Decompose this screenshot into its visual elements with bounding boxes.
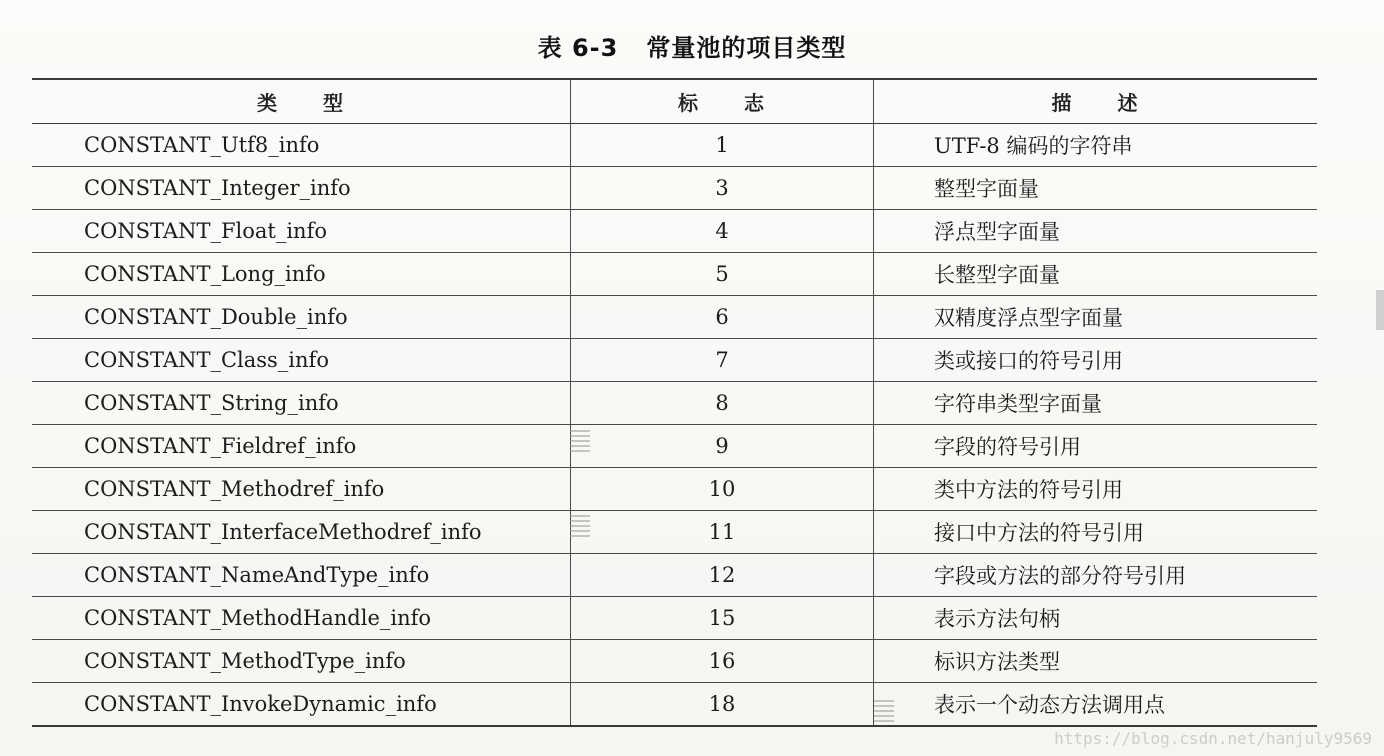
scan-artifact (570, 430, 590, 452)
constant-pool-table-container (32, 78, 1317, 727)
cell-type: CONSTANT_Double_info (32, 296, 571, 339)
table-row (32, 382, 1317, 425)
table-header (32, 79, 1317, 124)
cell-tag: 18 (571, 683, 874, 727)
cell-description: 双精度浮点型字面量 (874, 296, 1318, 339)
cell-description: 字段或方法的部分符号引用 (874, 554, 1318, 597)
cell-description: 浮点型字面量 (874, 210, 1318, 253)
page-edge-mark (1376, 290, 1384, 330)
cell-tag: 15 (571, 597, 874, 640)
cell-type: CONSTANT_Fieldref_info (32, 425, 571, 468)
header-tag: 标 志 (571, 79, 874, 124)
table-title: 表 6-3 常量池的项目类型 (537, 34, 847, 62)
cell-tag: 10 (571, 468, 874, 511)
cell-description: 字符串类型字面量 (874, 382, 1318, 425)
table-row (32, 468, 1317, 511)
cell-type: CONSTANT_MethodHandle_info (32, 597, 571, 640)
cell-tag: 11 (571, 511, 874, 554)
cell-description: 长整型字面量 (874, 253, 1318, 296)
table-row (32, 339, 1317, 382)
cell-type: CONSTANT_Utf8_info (32, 124, 571, 167)
table-row (32, 210, 1317, 253)
cell-description: 表示方法句柄 (874, 597, 1318, 640)
cell-tag: 1 (571, 124, 874, 167)
cell-tag: 7 (571, 339, 874, 382)
cell-type: CONSTANT_NameAndType_info (32, 554, 571, 597)
cell-tag: 8 (571, 382, 874, 425)
table-row (32, 640, 1317, 683)
table-row (32, 253, 1317, 296)
cell-type: CONSTANT_Class_info (32, 339, 571, 382)
cell-tag: 12 (571, 554, 874, 597)
constant-pool-table (32, 78, 1317, 727)
header-row (32, 79, 1317, 124)
cell-type: CONSTANT_Float_info (32, 210, 571, 253)
cell-type: CONSTANT_Methodref_info (32, 468, 571, 511)
table-row (32, 167, 1317, 210)
cell-tag: 9 (571, 425, 874, 468)
cell-type: CONSTANT_String_info (32, 382, 571, 425)
table-row (32, 425, 1317, 468)
table-row (32, 683, 1317, 727)
table-row (32, 554, 1317, 597)
scan-artifact (570, 515, 590, 537)
cell-type: CONSTANT_MethodType_info (32, 640, 571, 683)
table-row (32, 597, 1317, 640)
cell-description: 类中方法的符号引用 (874, 468, 1318, 511)
table-body (32, 124, 1317, 727)
cell-description: 表示一个动态方法调用点 (874, 683, 1318, 727)
table-row (32, 511, 1317, 554)
header-description: 描 述 (874, 79, 1318, 124)
cell-description: UTF-8 编码的字符串 (874, 124, 1318, 167)
header-type: 类 型 (32, 79, 571, 124)
cell-description: 整型字面量 (874, 167, 1318, 210)
cell-description: 标识方法类型 (874, 640, 1318, 683)
scan-artifact (874, 700, 894, 722)
cell-type: CONSTANT_Long_info (32, 253, 571, 296)
cell-description: 类或接口的符号引用 (874, 339, 1318, 382)
cell-tag: 3 (571, 167, 874, 210)
cell-description: 接口中方法的符号引用 (874, 511, 1318, 554)
table-row (32, 296, 1317, 339)
cell-description: 字段的符号引用 (874, 425, 1318, 468)
cell-tag: 4 (571, 210, 874, 253)
cell-tag: 5 (571, 253, 874, 296)
cell-type: CONSTANT_InvokeDynamic_info (32, 683, 571, 727)
cell-type: CONSTANT_Integer_info (32, 167, 571, 210)
table-row (32, 124, 1317, 167)
cell-tag: 16 (571, 640, 874, 683)
cell-type: CONSTANT_InterfaceMethodref_info (32, 511, 571, 554)
watermark: https://blog.csdn.net/hanjuly9569 (1054, 729, 1372, 748)
cell-tag: 6 (571, 296, 874, 339)
